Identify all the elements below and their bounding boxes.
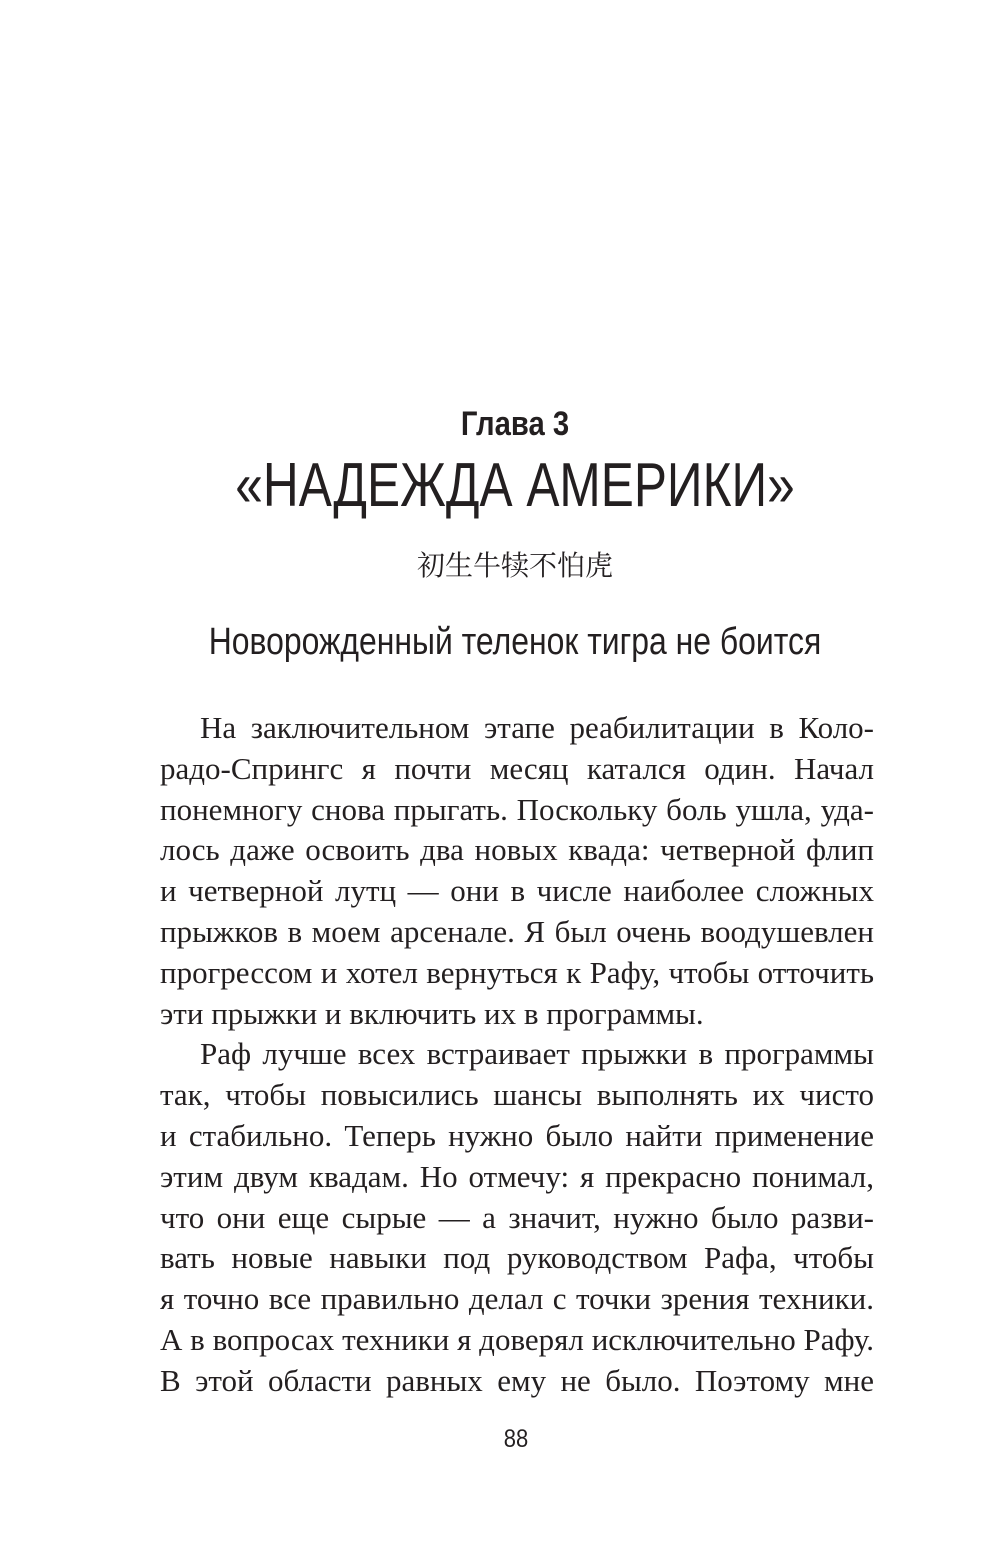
- text-line: что они еще сырые — а значит, нужно было разви-: [160, 1199, 874, 1235]
- text-line: я точно все правильно делал с точки зрения техники.: [160, 1281, 874, 1317]
- text-line: Раф лучше всех встраивает прыжки в программы: [200, 1036, 874, 1072]
- epigraph-chinese: 初生牛犊不怕虎: [416, 549, 613, 582]
- text-line: радо-Спрингс я почти месяц катался один. Начал: [160, 750, 874, 786]
- text-line: эти прыжки и включить их в программы.: [160, 995, 704, 1031]
- body-text: [160, 708, 874, 1402]
- text-line: прыжков в моем арсенале. Я был очень воодушевлен: [160, 913, 874, 949]
- text-line: и стабильно. Теперь нужно было найти применение: [160, 1117, 874, 1153]
- text-line: А в вопросах техники я доверял исключительно Рафу.: [160, 1321, 874, 1357]
- text-line: понемногу снова прыгать. Поскольку боль ушла, уда-: [160, 791, 874, 827]
- text-line: вать новые навыки под руководством Рафа, чтобы: [160, 1240, 874, 1276]
- text-line: прогрессом и хотел вернуться к Рафу, чтобы отточить: [160, 954, 874, 990]
- epigraph-translation: Новорожденный теленок тигра не боится: [208, 621, 822, 663]
- chapter-number: Глава 3: [460, 405, 570, 443]
- text-line: В этой области равных ему не было. Поэтому мне: [160, 1362, 874, 1398]
- text-line: так, чтобы повысились шансы выполнять их чисто: [160, 1077, 874, 1113]
- text-line: этим двум квадам. Но отмечу: я прекрасно понимал,: [160, 1158, 874, 1194]
- page-number: 88: [503, 1425, 529, 1453]
- text-line: и четверной лутц — они в числе наиболее сложных: [160, 873, 874, 909]
- text-line: На заключительном этапе реабилитации в Коло-: [200, 710, 874, 745]
- chapter-title: «НАДЕЖДА АМЕРИКИ»: [235, 451, 795, 520]
- paragraph-2: [160, 1034, 874, 1401]
- text-line: лось даже освоить два новых квада: четверной флип: [160, 832, 874, 868]
- paragraph-1: [160, 708, 874, 1034]
